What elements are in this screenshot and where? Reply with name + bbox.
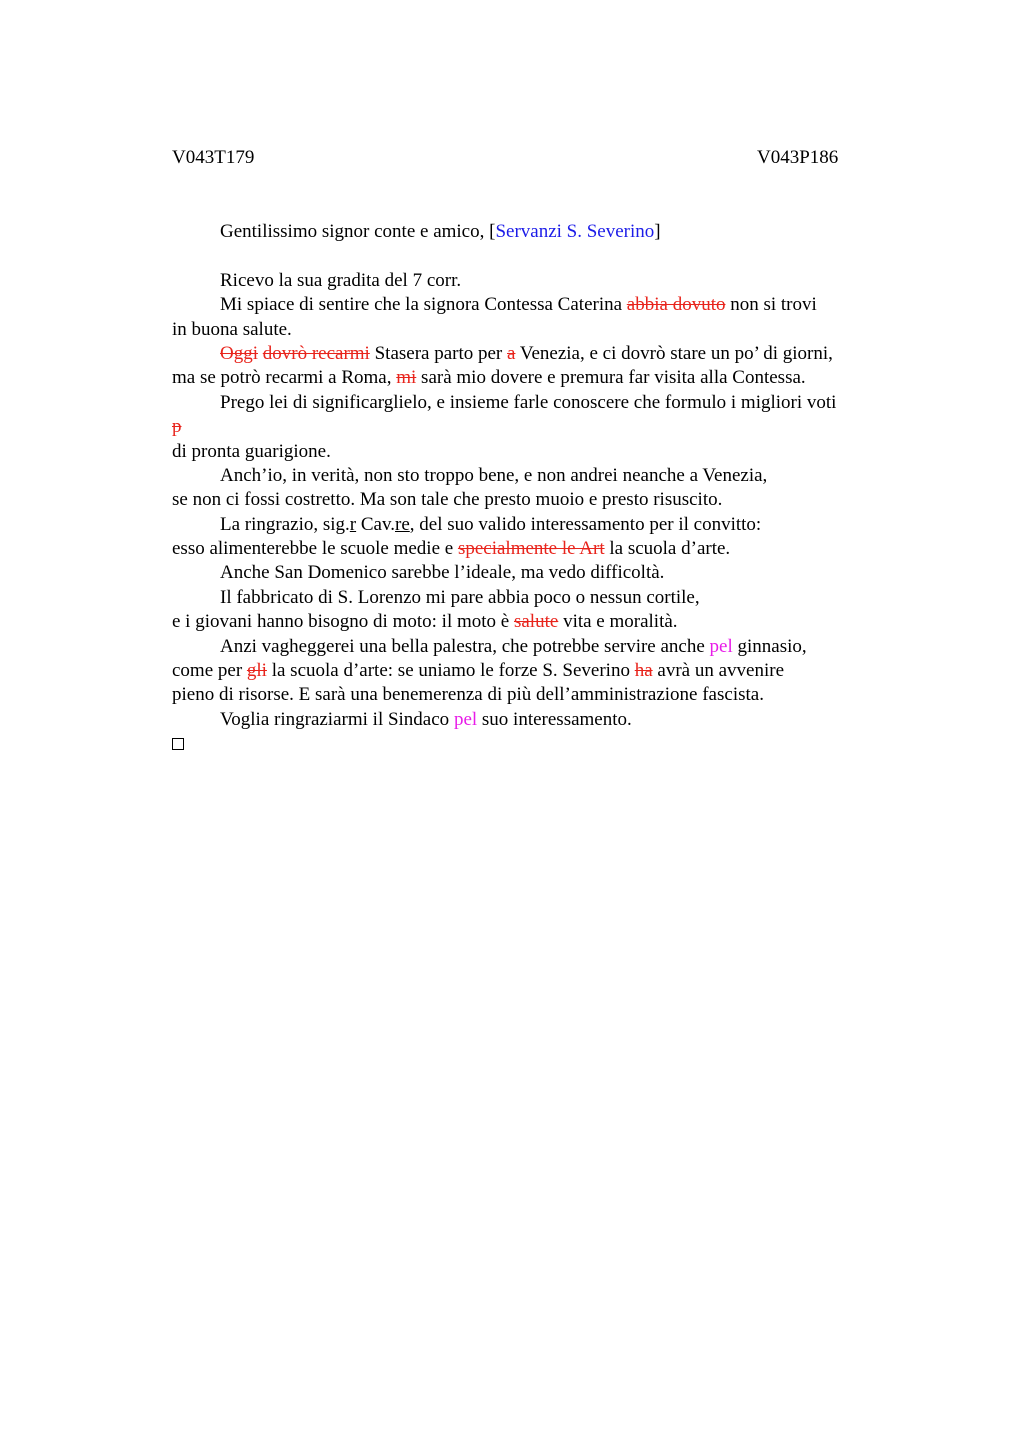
deleted-text: gli (246, 660, 267, 682)
line-text: di pronta guarigione. (172, 440, 331, 462)
line-text: la scuola d’arte: se uniamo le forze S. Severino (266, 660, 635, 682)
line-text: come per (172, 660, 247, 682)
document-id-left: V043T179 (172, 147, 255, 168)
text-line-17 (172, 659, 892, 683)
salutation-line (172, 220, 892, 244)
salutation-text: Gentilissimo signor conte e amico, [ (220, 221, 496, 242)
deleted-text: p (172, 416, 182, 438)
line-text: e i giovani hanno bisogno di moto: il moto è (172, 611, 514, 633)
line-text: sarà mio dovere e premura far visita alla Contessa. (416, 367, 806, 389)
line-text: esso alimenterebbe le scuole medie e (172, 538, 458, 560)
line-text: la scuola d’arte. (604, 538, 731, 560)
line-text: Mi spiace di sentire che la signora Contessa Caterina (220, 294, 627, 316)
text-line-12 (172, 537, 892, 561)
line-text: Anche San Domenico sarebbe l’ideale, ma vedo difficoltà. (220, 562, 665, 584)
text-line-2 (172, 293, 892, 317)
deleted-text: ha (634, 660, 653, 682)
text-line-19 (172, 708, 892, 732)
line-text: Cav. (356, 513, 395, 535)
text-line-5 (172, 366, 892, 390)
end-of-text-box-icon (172, 738, 184, 750)
line-text: Voglia ringraziarmi il Sindaco (220, 708, 454, 730)
deleted-text: dovrò recarmi (262, 342, 370, 364)
text-line-13 (172, 561, 892, 585)
addressee-editorial: Servanzi S. Severino (495, 221, 655, 242)
end-marker-line (172, 732, 892, 756)
salutation-bracket: ] (654, 221, 661, 242)
text-line-3 (172, 318, 892, 342)
line-text: Anzi vagheggerei una bella palestra, che potrebbe servire anche (220, 635, 710, 657)
text-line-15 (172, 610, 892, 634)
deleted-text: mi (396, 367, 417, 389)
line-text: Ricevo la sua gradita del 7 corr. (220, 269, 462, 291)
text-line-8 (172, 440, 892, 464)
line-text: ma se potrò recarmi a Roma, (172, 367, 397, 389)
line-text: se non ci fossi costretto. Ma son tale che presto muoio e presto risuscito. (172, 489, 723, 511)
line-text: ginnasio, (732, 635, 807, 657)
line-text: suo interessamento. (477, 708, 632, 730)
line-text: , del suo valido interessamento per il convitto: (409, 513, 762, 535)
text-line-7 (172, 415, 892, 439)
text-line-4 (172, 342, 892, 366)
paragraph-gap (172, 244, 892, 268)
text-line-9 (172, 464, 892, 488)
letter-body (172, 220, 892, 757)
text-line-11 (172, 513, 892, 537)
text-line-18 (172, 683, 892, 707)
line-text: pieno di risorse. E sarà una benemerenza di più dell’amministrazione fascista. (172, 684, 764, 706)
text-line-6 (172, 391, 892, 415)
page-id-right: V043P186 (757, 147, 839, 168)
inserted-text: pel (453, 708, 478, 730)
deleted-text: Oggi (220, 342, 258, 364)
text-line-16 (172, 635, 892, 659)
abbreviation-underlined: r (349, 513, 357, 535)
line-text: Il fabbricato di S. Lorenzo mi pare abbia poco o nessun cortile, (220, 586, 700, 608)
line-text: Anch’io, in verità, non sto troppo bene, e non andrei neanche a Venezia, (220, 464, 768, 486)
line-text: Prego lei di significarglielo, e insieme farle conoscere che formulo i migliori voti (220, 391, 837, 413)
line-text: Stasera parto per (369, 342, 508, 364)
line-text: non si trovi (725, 294, 817, 316)
line-text: in buona salute. (172, 318, 292, 340)
inserted-text: pel (709, 635, 733, 657)
deleted-text: a (507, 342, 516, 364)
text-line-14 (172, 586, 892, 610)
deleted-text: specialmente le Art (457, 538, 605, 560)
line-text: avrà un avvenire (652, 660, 785, 682)
deleted-text: abbia dovuto (626, 294, 726, 316)
deleted-text: salute (513, 611, 559, 633)
line-text: Venezia, e ci dovrò stare un po’ di giorni, (515, 342, 833, 364)
abbreviation-underlined: re (395, 513, 410, 535)
line-text: La ringrazio, sig. (220, 513, 350, 535)
text-line-1 (172, 269, 892, 293)
line-text: vita e moralità. (558, 611, 678, 633)
text-line-10 (172, 488, 892, 512)
